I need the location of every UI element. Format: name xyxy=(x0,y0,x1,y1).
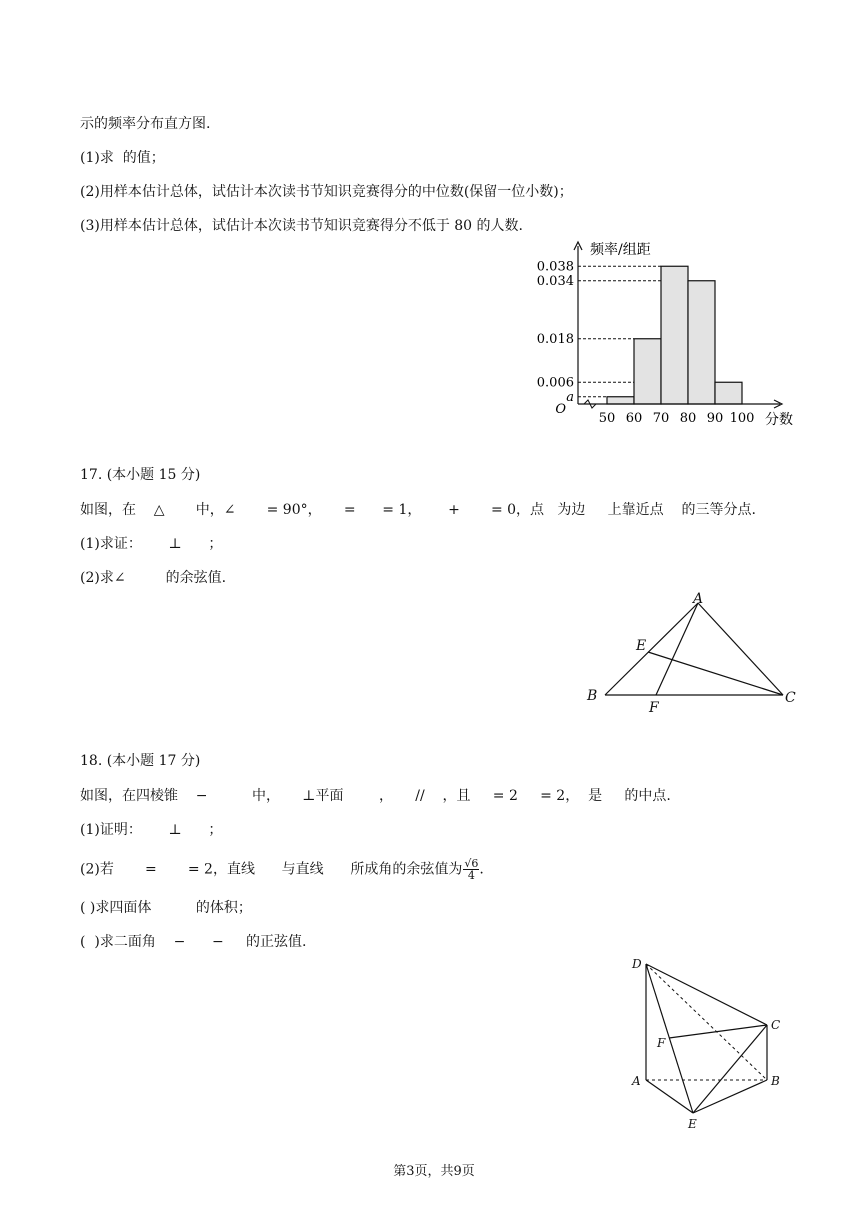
x-tick-label: 100 xyxy=(729,411,755,426)
label-c: C xyxy=(785,690,796,706)
q18-part2 xyxy=(80,858,484,881)
edge-fc xyxy=(669,1025,767,1038)
pyramid-figure xyxy=(620,950,795,1135)
segment-ba xyxy=(605,603,698,695)
label-a: A xyxy=(693,591,704,607)
segment-af xyxy=(656,603,698,695)
fraction-denominator: 4 xyxy=(467,869,475,882)
histogram-bar xyxy=(634,339,661,404)
y-tick-label: 0.018 xyxy=(536,331,574,347)
q16-part3: (3)用样本估计总体，试估计本次读书节知识竞赛得分不低于 80 的人数. xyxy=(80,218,523,234)
y-tick-label: 0.006 xyxy=(536,375,574,391)
q17-part1: (1)求证： ⊥ ； xyxy=(80,536,223,552)
x-tick-label: 80 xyxy=(679,411,697,426)
x-tick-label: 50 xyxy=(598,411,616,426)
fraction-numerator: √6 xyxy=(464,857,479,870)
origin-label: O xyxy=(555,402,566,417)
label-d: D xyxy=(632,957,642,971)
y-tick-label: a xyxy=(566,389,574,405)
label-a: A xyxy=(632,1074,641,1088)
triangle-figure xyxy=(575,585,810,720)
edge-dc xyxy=(646,964,767,1025)
label-c: C xyxy=(771,1018,781,1032)
label-b: B xyxy=(587,688,598,704)
histogram-bar xyxy=(661,266,688,404)
page-footer: 第3页，共9页 xyxy=(393,1164,475,1179)
histogram-bar xyxy=(607,397,634,404)
edge-ae xyxy=(646,1080,693,1113)
y-tick-label: 0.034 xyxy=(536,273,574,289)
q18-part2-text: (2)若 = = 2，直线 与直线 所成角的余弦值为 xyxy=(80,861,463,878)
x-tick-label: 60 xyxy=(625,411,643,426)
q18-part1: (1)证明： ⊥ ； xyxy=(80,822,223,838)
label-b: B xyxy=(771,1074,780,1088)
y-tick-label: 0.038 xyxy=(536,259,574,275)
q17-stem: 如图，在 △ 中，∠ = 90°， = = 1， + = 0，点 为边 上靠近点 的三等分点. xyxy=(80,502,756,518)
q16-part2: (2)用样本估计总体，试估计本次读书节知识竞赛得分的中位数(保留一位小数)； xyxy=(80,184,573,200)
x-tick-label: 90 xyxy=(706,411,724,426)
label-e: E xyxy=(688,1117,697,1131)
q17-header: 17. (本小题 15 分) xyxy=(80,467,201,483)
x-tick-label: 70 xyxy=(652,411,670,426)
frequency-histogram xyxy=(530,238,810,433)
label-e: E xyxy=(636,638,647,654)
edge-eb xyxy=(693,1080,767,1113)
q16-intro-tail: 示的频率分布直方图. xyxy=(80,116,211,132)
q18-stem: 如图，在四棱锥 − 中， ⊥平面 ， // ，且 = 2 = 2， 是 的中点. xyxy=(80,788,671,804)
q18-sub1: ( )求四面体 的体积； xyxy=(80,900,252,916)
x-axis-label: 分数 xyxy=(765,412,793,428)
q18-sub2: ( )求二面角 − − 的正弦值. xyxy=(80,934,307,950)
histogram-bar xyxy=(688,281,715,404)
q17-part2: (2)求∠ 的余弦值. xyxy=(80,570,227,586)
y-axis-label: 频率/组距 xyxy=(590,242,651,258)
q18-part2-end: . xyxy=(479,861,484,878)
q18-header: 18. (本小题 17 分) xyxy=(80,753,201,769)
q16-part1: (1)求 的值； xyxy=(80,150,165,166)
histogram-bar xyxy=(715,382,742,404)
label-f: F xyxy=(657,1036,666,1050)
cosine-fraction xyxy=(463,858,479,881)
label-f: F xyxy=(649,700,659,716)
